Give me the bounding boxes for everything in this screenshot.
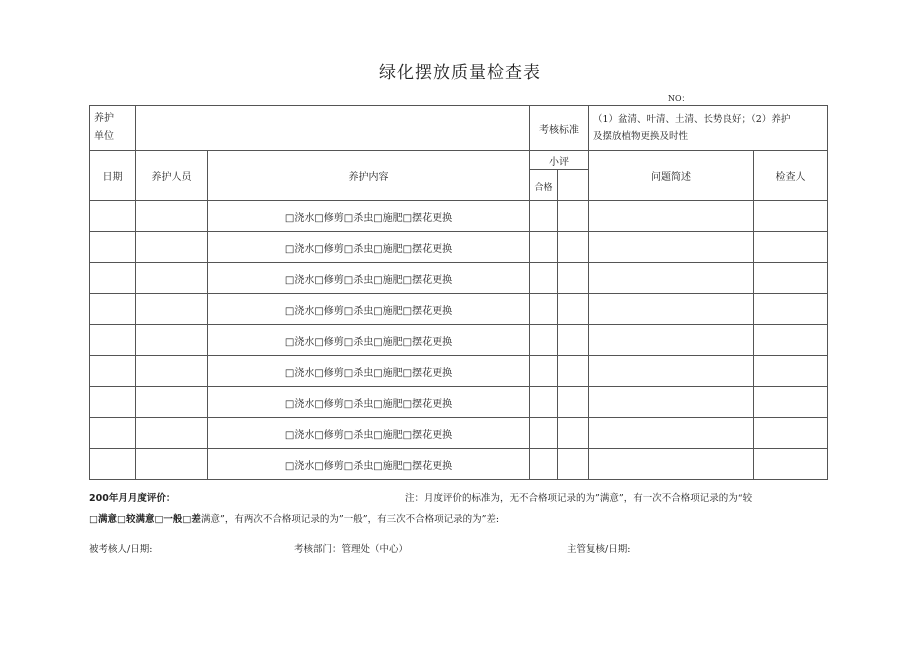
staff-cell[interactable] <box>136 263 208 294</box>
table-row <box>90 263 828 294</box>
pass-cell[interactable] <box>530 325 558 356</box>
content-cell[interactable]: □浇水□修剪□杀虫□施肥□摆花更换 <box>208 294 530 325</box>
fail-cell[interactable] <box>558 418 589 449</box>
content-header: 养护内容 <box>208 151 530 201</box>
form-number-label: NO： <box>668 94 690 103</box>
staff-cell[interactable] <box>136 325 208 356</box>
content-cell[interactable]: □浇水□修剪□杀虫□施肥□摆花更换 <box>208 387 530 418</box>
issue-cell[interactable] <box>589 325 754 356</box>
inspector-cell[interactable] <box>754 263 828 294</box>
pass-cell[interactable] <box>530 294 558 325</box>
table-row <box>90 449 828 480</box>
inspector-cell[interactable] <box>754 418 828 449</box>
monthly-evaluation-label: 200年月月度评价： <box>89 493 176 504</box>
unit-label-cell <box>90 106 136 151</box>
staff-cell[interactable] <box>136 418 208 449</box>
staff-cell[interactable] <box>136 449 208 480</box>
pass-cell[interactable] <box>530 449 558 480</box>
supervisor-review-label: 主管复核/日期: <box>567 544 631 555</box>
inspector-cell[interactable] <box>754 294 828 325</box>
staff-cell[interactable] <box>136 387 208 418</box>
staff-cell[interactable] <box>136 201 208 232</box>
date-cell[interactable] <box>90 232 136 263</box>
pass-cell[interactable] <box>530 263 558 294</box>
inspector-header: 检查人 <box>754 151 828 201</box>
table-row <box>90 325 828 356</box>
pass-cell[interactable] <box>530 201 558 232</box>
fail-cell[interactable] <box>558 387 589 418</box>
date-cell[interactable] <box>90 263 136 294</box>
table-row <box>90 294 828 325</box>
staff-cell[interactable] <box>136 294 208 325</box>
fail-cell[interactable] <box>558 232 589 263</box>
issue-cell[interactable] <box>589 387 754 418</box>
pass-cell[interactable] <box>530 387 558 418</box>
issue-cell[interactable] <box>589 263 754 294</box>
issue-cell[interactable] <box>589 449 754 480</box>
fail-cell[interactable] <box>558 356 589 387</box>
inspector-cell[interactable] <box>754 387 828 418</box>
date-cell[interactable] <box>90 325 136 356</box>
inspector-cell[interactable] <box>754 356 828 387</box>
assessment-department-label: 考核部门：管理处（中心） <box>294 544 409 555</box>
fail-header <box>558 170 589 201</box>
date-cell[interactable] <box>90 356 136 387</box>
date-cell[interactable] <box>90 294 136 325</box>
fail-cell[interactable] <box>558 294 589 325</box>
issue-cell[interactable] <box>589 232 754 263</box>
evaluation-note-line1: 注：月度评价的标准为，无不合格项记录的为”满意”，有一次不合格项记录的为“较 <box>405 493 753 504</box>
table-row <box>90 418 828 449</box>
evaluation-note-line2: 满意”，有两次不合格项记录的为”一般”，有三次不合格项记录的为”差: <box>201 514 500 525</box>
evaluation-options[interactable]: □满意□较满意□一般□差 <box>89 514 201 525</box>
content-cell[interactable]: □浇水□修剪□杀虫□施肥□摆花更换 <box>208 325 530 356</box>
standard-text-line2: 及摆放植物更换及时性 <box>593 131 689 142</box>
table-row <box>90 232 828 263</box>
issue-cell[interactable] <box>589 294 754 325</box>
standard-text-line1: （1）盆清、叶清、土清、长势良好；（2）养护 <box>593 114 791 125</box>
table-row <box>90 387 828 418</box>
issue-cell[interactable] <box>589 201 754 232</box>
date-cell[interactable] <box>90 449 136 480</box>
content-cell[interactable]: □浇水□修剪□杀虫□施肥□摆花更换 <box>208 449 530 480</box>
inspector-cell[interactable] <box>754 449 828 480</box>
issue-header: 问题简述 <box>589 151 754 201</box>
table-row <box>90 356 828 387</box>
assessee-date-label: 被考核人/日期: <box>89 544 153 555</box>
content-cell[interactable]: □浇水□修剪□杀虫□施肥□摆花更换 <box>208 418 530 449</box>
fail-cell[interactable] <box>558 325 589 356</box>
fail-cell[interactable] <box>558 449 589 480</box>
staff-header: 养护人员 <box>136 151 208 201</box>
unit-label-line1: 养护 <box>94 113 114 124</box>
fail-cell[interactable] <box>558 201 589 232</box>
standard-text-cell <box>589 106 828 151</box>
fail-cell[interactable] <box>558 263 589 294</box>
inspector-cell[interactable] <box>754 232 828 263</box>
inspector-cell[interactable] <box>754 201 828 232</box>
pass-cell[interactable] <box>530 418 558 449</box>
issue-cell[interactable] <box>589 356 754 387</box>
unit-label-line2: 单位 <box>94 131 114 142</box>
content-cell[interactable]: □浇水□修剪□杀虫□施肥□摆花更换 <box>208 232 530 263</box>
pass-cell[interactable] <box>530 356 558 387</box>
date-header: 日期 <box>90 151 136 201</box>
pass-cell[interactable] <box>530 232 558 263</box>
subscore-header: 小评 <box>530 151 589 170</box>
standard-label-cell: 考核标准 <box>530 106 589 151</box>
date-cell[interactable] <box>90 418 136 449</box>
inspector-cell[interactable] <box>754 325 828 356</box>
table-row <box>90 201 828 232</box>
staff-cell[interactable] <box>136 232 208 263</box>
pass-header: 合格 <box>530 170 558 201</box>
date-cell[interactable] <box>90 387 136 418</box>
issue-cell[interactable] <box>589 418 754 449</box>
content-cell[interactable]: □浇水□修剪□杀虫□施肥□摆花更换 <box>208 356 530 387</box>
unit-value-cell[interactable] <box>136 106 530 151</box>
content-cell[interactable]: □浇水□修剪□杀虫□施肥□摆花更换 <box>208 201 530 232</box>
page-title: 绿化摆放质量检查表 <box>379 63 541 83</box>
date-cell[interactable] <box>90 201 136 232</box>
inspection-table <box>89 105 828 480</box>
staff-cell[interactable] <box>136 356 208 387</box>
content-cell[interactable]: □浇水□修剪□杀虫□施肥□摆花更换 <box>208 263 530 294</box>
